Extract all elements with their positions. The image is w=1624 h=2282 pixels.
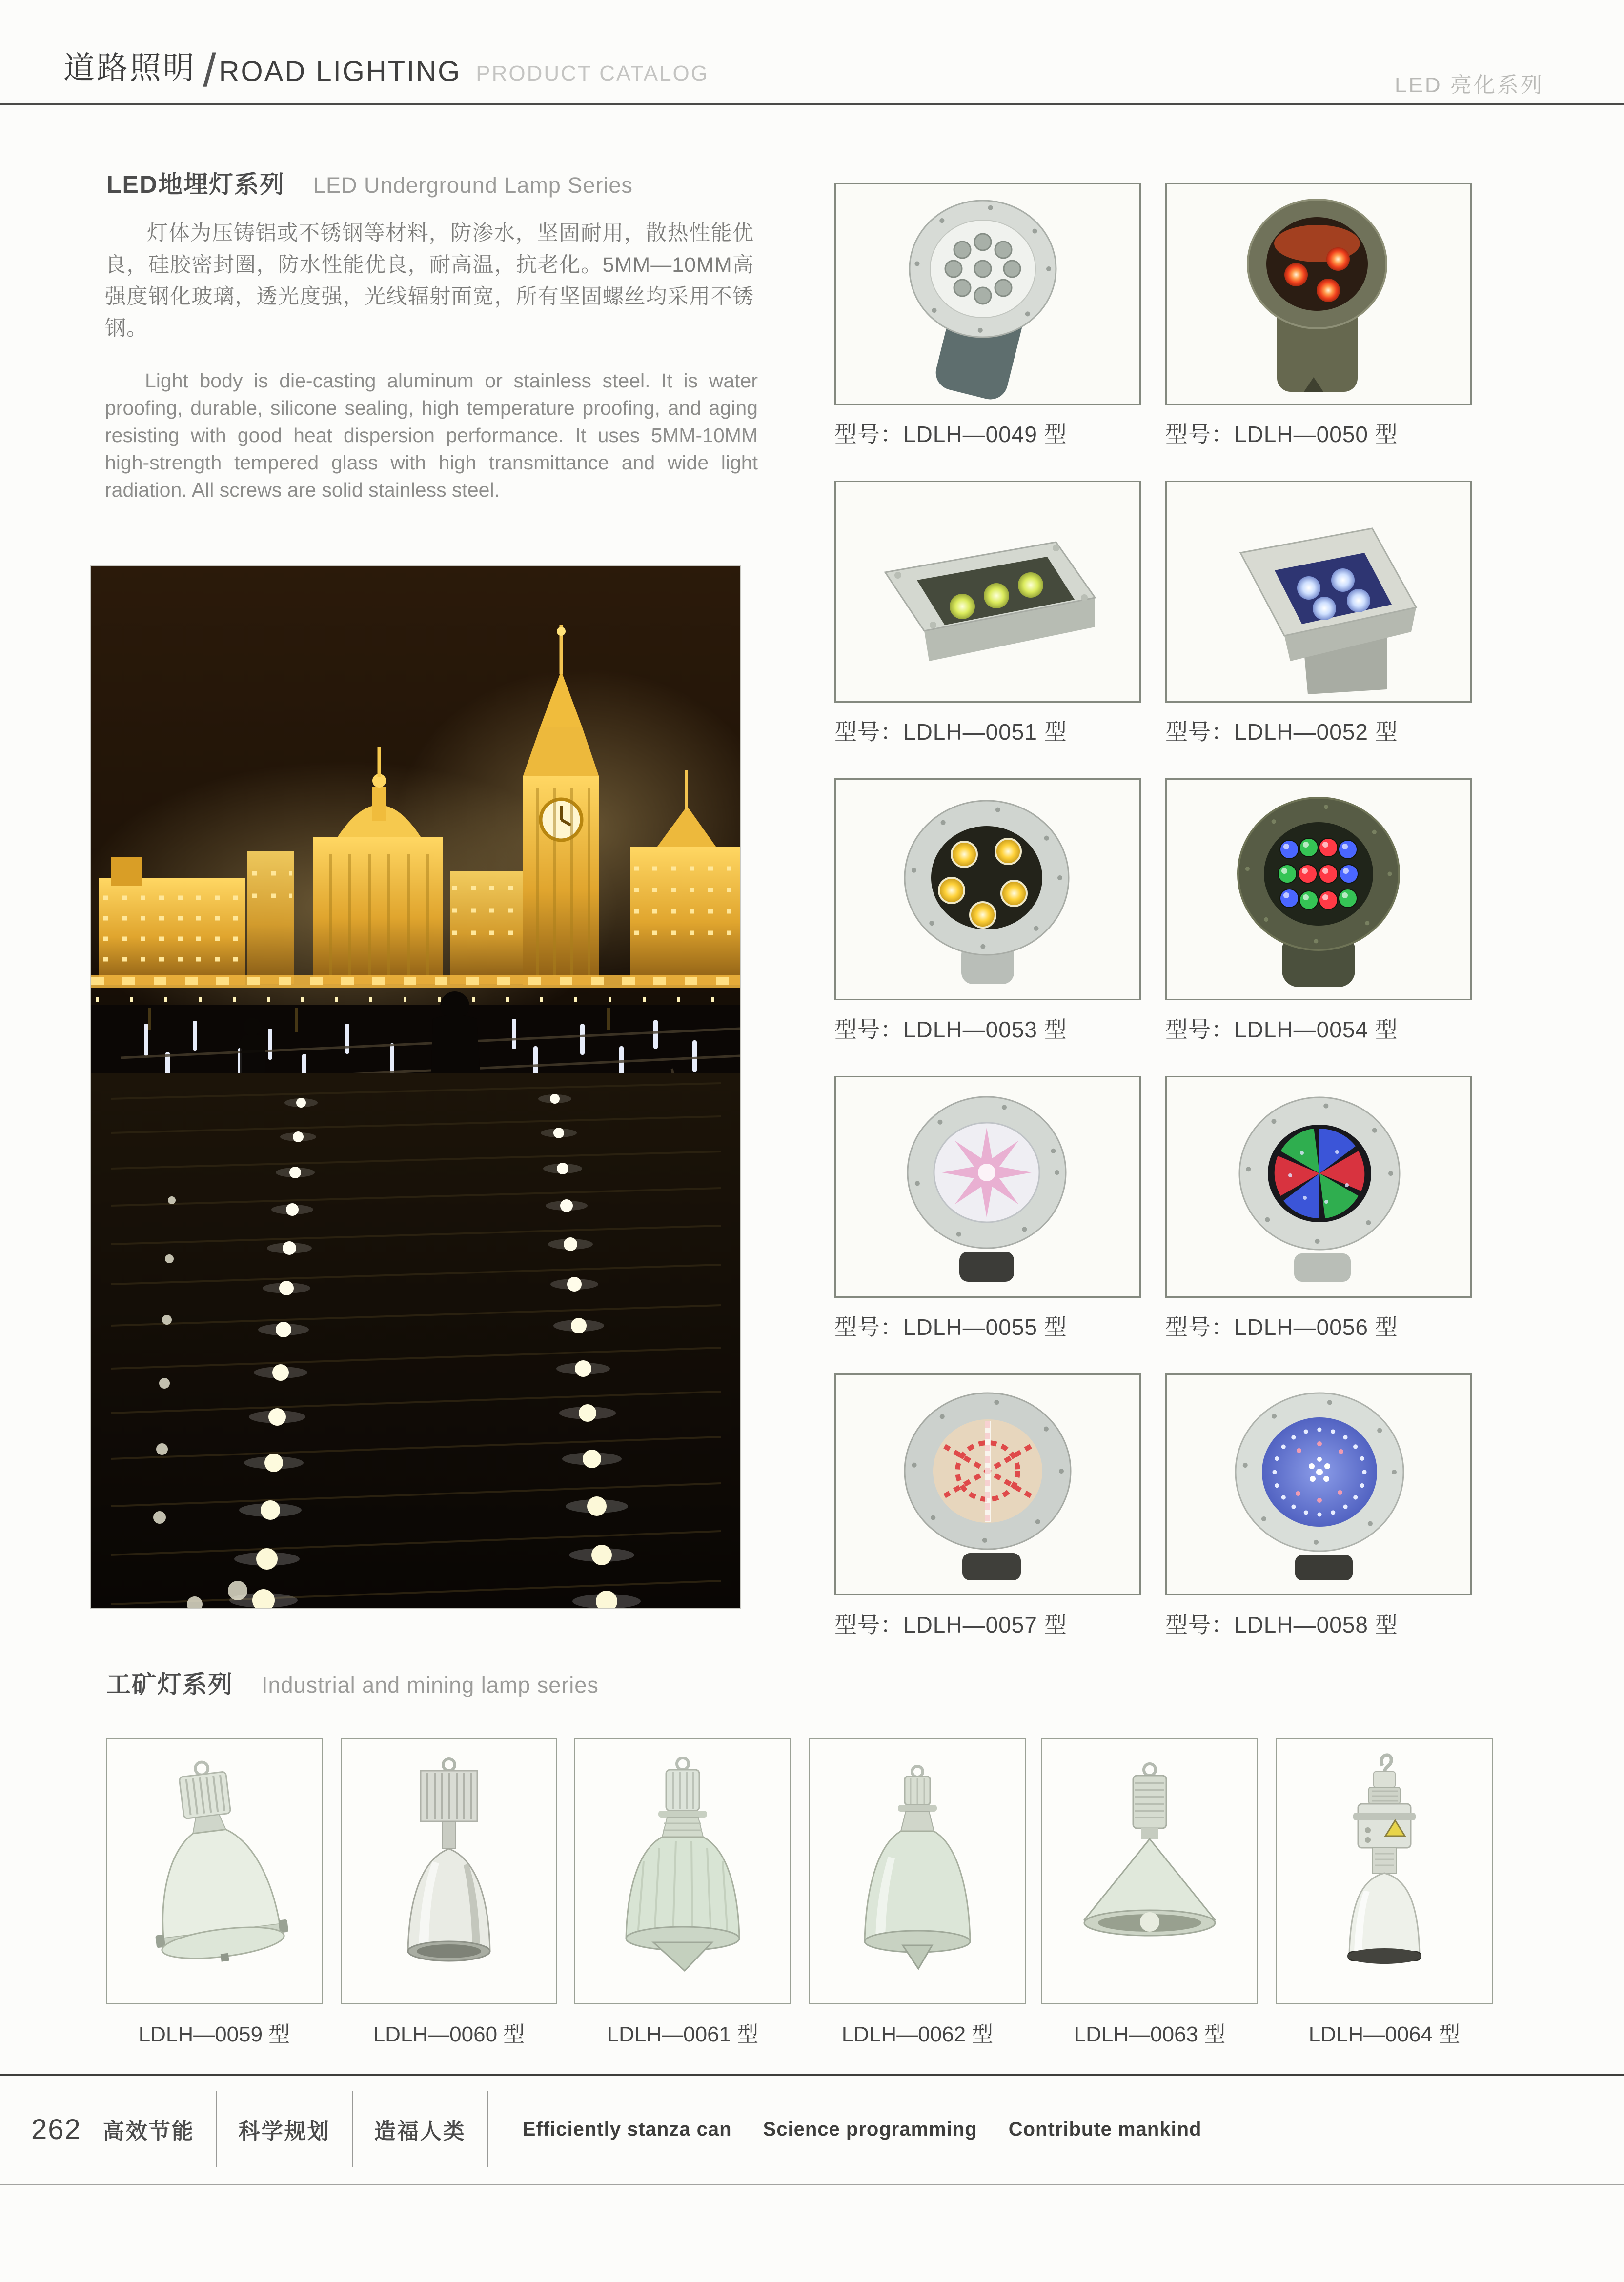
product-photo-ldlh-0055 — [851, 1080, 1124, 1294]
product-photo-ldlh-0060 — [346, 1744, 551, 1998]
underground-description-en: Light body is die-casting aluminum or stainless steel. It is water proofing, durable, silicone sealing, high temperature proofing, and aging resisting with good heat dispersion performance. It uses 5MM-10MM high-strength tempered glass with high transmittance and wide light radiation. All screws are solid stainless steel. — [105, 369, 758, 501]
product-photo-box — [834, 1076, 1141, 1298]
underground-section-title — [106, 165, 633, 200]
mining-title-cn: 工矿灯系列 — [106, 1671, 233, 1698]
product-model-label: LDLH—0061 型 — [607, 2022, 759, 2046]
product-model-label: LDLH—0064 型 — [1308, 2022, 1461, 2046]
product-photo-ldlh-0052 — [1182, 485, 1455, 699]
header-series-label: LED 亮化系列 — [1395, 73, 1544, 97]
footer-slogan-cn-3: 造福人类 — [353, 2091, 488, 2167]
product-model-label: 型号：LDLH—0051 型 — [834, 719, 1067, 745]
header-rule — [0, 103, 1624, 105]
night-scene-photo — [90, 565, 741, 1609]
product-card-ldlh-0064 — [1276, 1738, 1493, 2048]
product-model-label: 型号：LDLH—0055 型 — [834, 1314, 1067, 1340]
product-card-ldlh-0051 — [834, 481, 1141, 747]
footer-slogan-cn-1: 高效节能 — [81, 2091, 217, 2167]
brand-english: ROAD LIGHTING — [219, 56, 462, 87]
product-model-label: 型号：LDLH—0053 型 — [834, 1017, 1067, 1042]
product-photo-box — [1165, 481, 1472, 703]
product-card-ldlh-0052 — [1165, 481, 1472, 747]
product-card-ldlh-0049 — [834, 183, 1141, 449]
product-card-ldlh-0061 — [574, 1738, 791, 2048]
product-photo-box — [1165, 1076, 1472, 1298]
product-photo-box — [834, 183, 1141, 405]
underground-description-cn: 灯体为压铸铝或不锈钢等材料，防渗水，坚固耐用，散热性能优良，硅胶密封圈，防水性能优良，耐高温，抗老化。5MM—10MM高强度钢化玻璃，透光度强，光线辐射面宽，所有坚固螺丝均采用不锈钢。 — [105, 222, 754, 340]
product-photo-box — [834, 1373, 1141, 1595]
product-model-label: LDLH—0063 型 — [1074, 2022, 1226, 2046]
product-photo-box — [574, 1738, 791, 2004]
product-photo-ldlh-0054 — [1182, 782, 1455, 997]
page-number: 262 — [31, 2113, 81, 2145]
footer-slogan-en-3: Contribute mankind — [1008, 2118, 1202, 2140]
footer-bottom-rule — [0, 2184, 1624, 2185]
brand-subtitle: PRODUCT CATALOG — [476, 61, 709, 85]
mining-section-title — [106, 1665, 599, 1700]
product-photo-ldlh-0056 — [1182, 1080, 1455, 1294]
product-photo-ldlh-0062 — [815, 1744, 1020, 1998]
footer — [31, 2091, 1201, 2167]
product-model-label: 型号：LDLH—0056 型 — [1165, 1314, 1398, 1340]
product-model-label: 型号：LDLH—0058 型 — [1165, 1612, 1398, 1637]
product-photo-ldlh-0050 — [1182, 187, 1455, 402]
footer-top-rule — [0, 2074, 1624, 2076]
product-photo-box — [1165, 1373, 1472, 1595]
night-scene-illustration — [91, 566, 740, 1608]
underground-title-en: LED Underground Lamp Series — [313, 173, 633, 198]
product-card-ldlh-0055 — [834, 1076, 1141, 1342]
product-card-ldlh-0057 — [834, 1373, 1141, 1639]
product-photo-box — [1165, 778, 1472, 1000]
footer-slogan-en-2: Science programming — [763, 2118, 977, 2140]
product-photo-box — [1165, 183, 1472, 405]
product-model-label: LDLH—0060 型 — [373, 2022, 525, 2046]
footer-slogan-cn-2: 科学规划 — [217, 2091, 353, 2167]
product-photo-box — [106, 1738, 323, 2004]
brand-chinese: 道路照明 — [63, 50, 196, 85]
product-photo-ldlh-0053 — [851, 782, 1124, 997]
mining-title-en: Industrial and mining lamp series — [262, 1673, 599, 1697]
product-card-ldlh-0058 — [1165, 1373, 1472, 1639]
footer-slogan-en-1: Efficiently stanza can — [522, 2118, 732, 2140]
underground-title-cn: LED地埋灯系列 — [106, 171, 285, 198]
product-card-ldlh-0063 — [1041, 1738, 1258, 2048]
brand-slash-divider: / — [203, 44, 216, 97]
product-model-label: LDLH—0062 型 — [841, 2022, 994, 2046]
product-photo-box — [1041, 1738, 1258, 2004]
product-card-ldlh-0060 — [341, 1738, 557, 2048]
product-photo-ldlh-0059 — [112, 1744, 317, 1998]
product-photo-box — [341, 1738, 557, 2004]
product-photo-ldlh-0061 — [580, 1744, 785, 1998]
product-model-label: 型号：LDLH—0049 型 — [834, 422, 1067, 447]
product-photo-box — [834, 778, 1141, 1000]
product-photo-box — [1276, 1738, 1493, 2004]
product-model-label: LDLH—0059 型 — [138, 2022, 290, 2046]
product-photo-ldlh-0058 — [1182, 1377, 1455, 1592]
product-photo-ldlh-0057 — [851, 1377, 1124, 1592]
product-photo-box — [809, 1738, 1026, 2004]
product-model-label: 型号：LDLH—0050 型 — [1165, 422, 1398, 447]
product-card-ldlh-0053 — [834, 778, 1141, 1044]
header-brand — [63, 43, 709, 97]
product-model-label: 型号：LDLH—0057 型 — [834, 1612, 1067, 1637]
product-model-label: 型号：LDLH—0052 型 — [1165, 719, 1398, 745]
product-photo-box — [834, 481, 1141, 703]
product-model-label: 型号：LDLH—0054 型 — [1165, 1017, 1398, 1042]
product-photo-ldlh-0063 — [1047, 1744, 1252, 1998]
product-photo-ldlh-0064 — [1282, 1744, 1487, 1998]
product-card-ldlh-0056 — [1165, 1076, 1472, 1342]
product-card-ldlh-0062 — [809, 1738, 1026, 2048]
product-card-ldlh-0050 — [1165, 183, 1472, 449]
product-card-ldlh-0054 — [1165, 778, 1472, 1044]
product-card-ldlh-0059 — [106, 1738, 323, 2048]
product-photo-ldlh-0051 — [851, 485, 1124, 699]
product-photo-ldlh-0049 — [851, 187, 1124, 402]
